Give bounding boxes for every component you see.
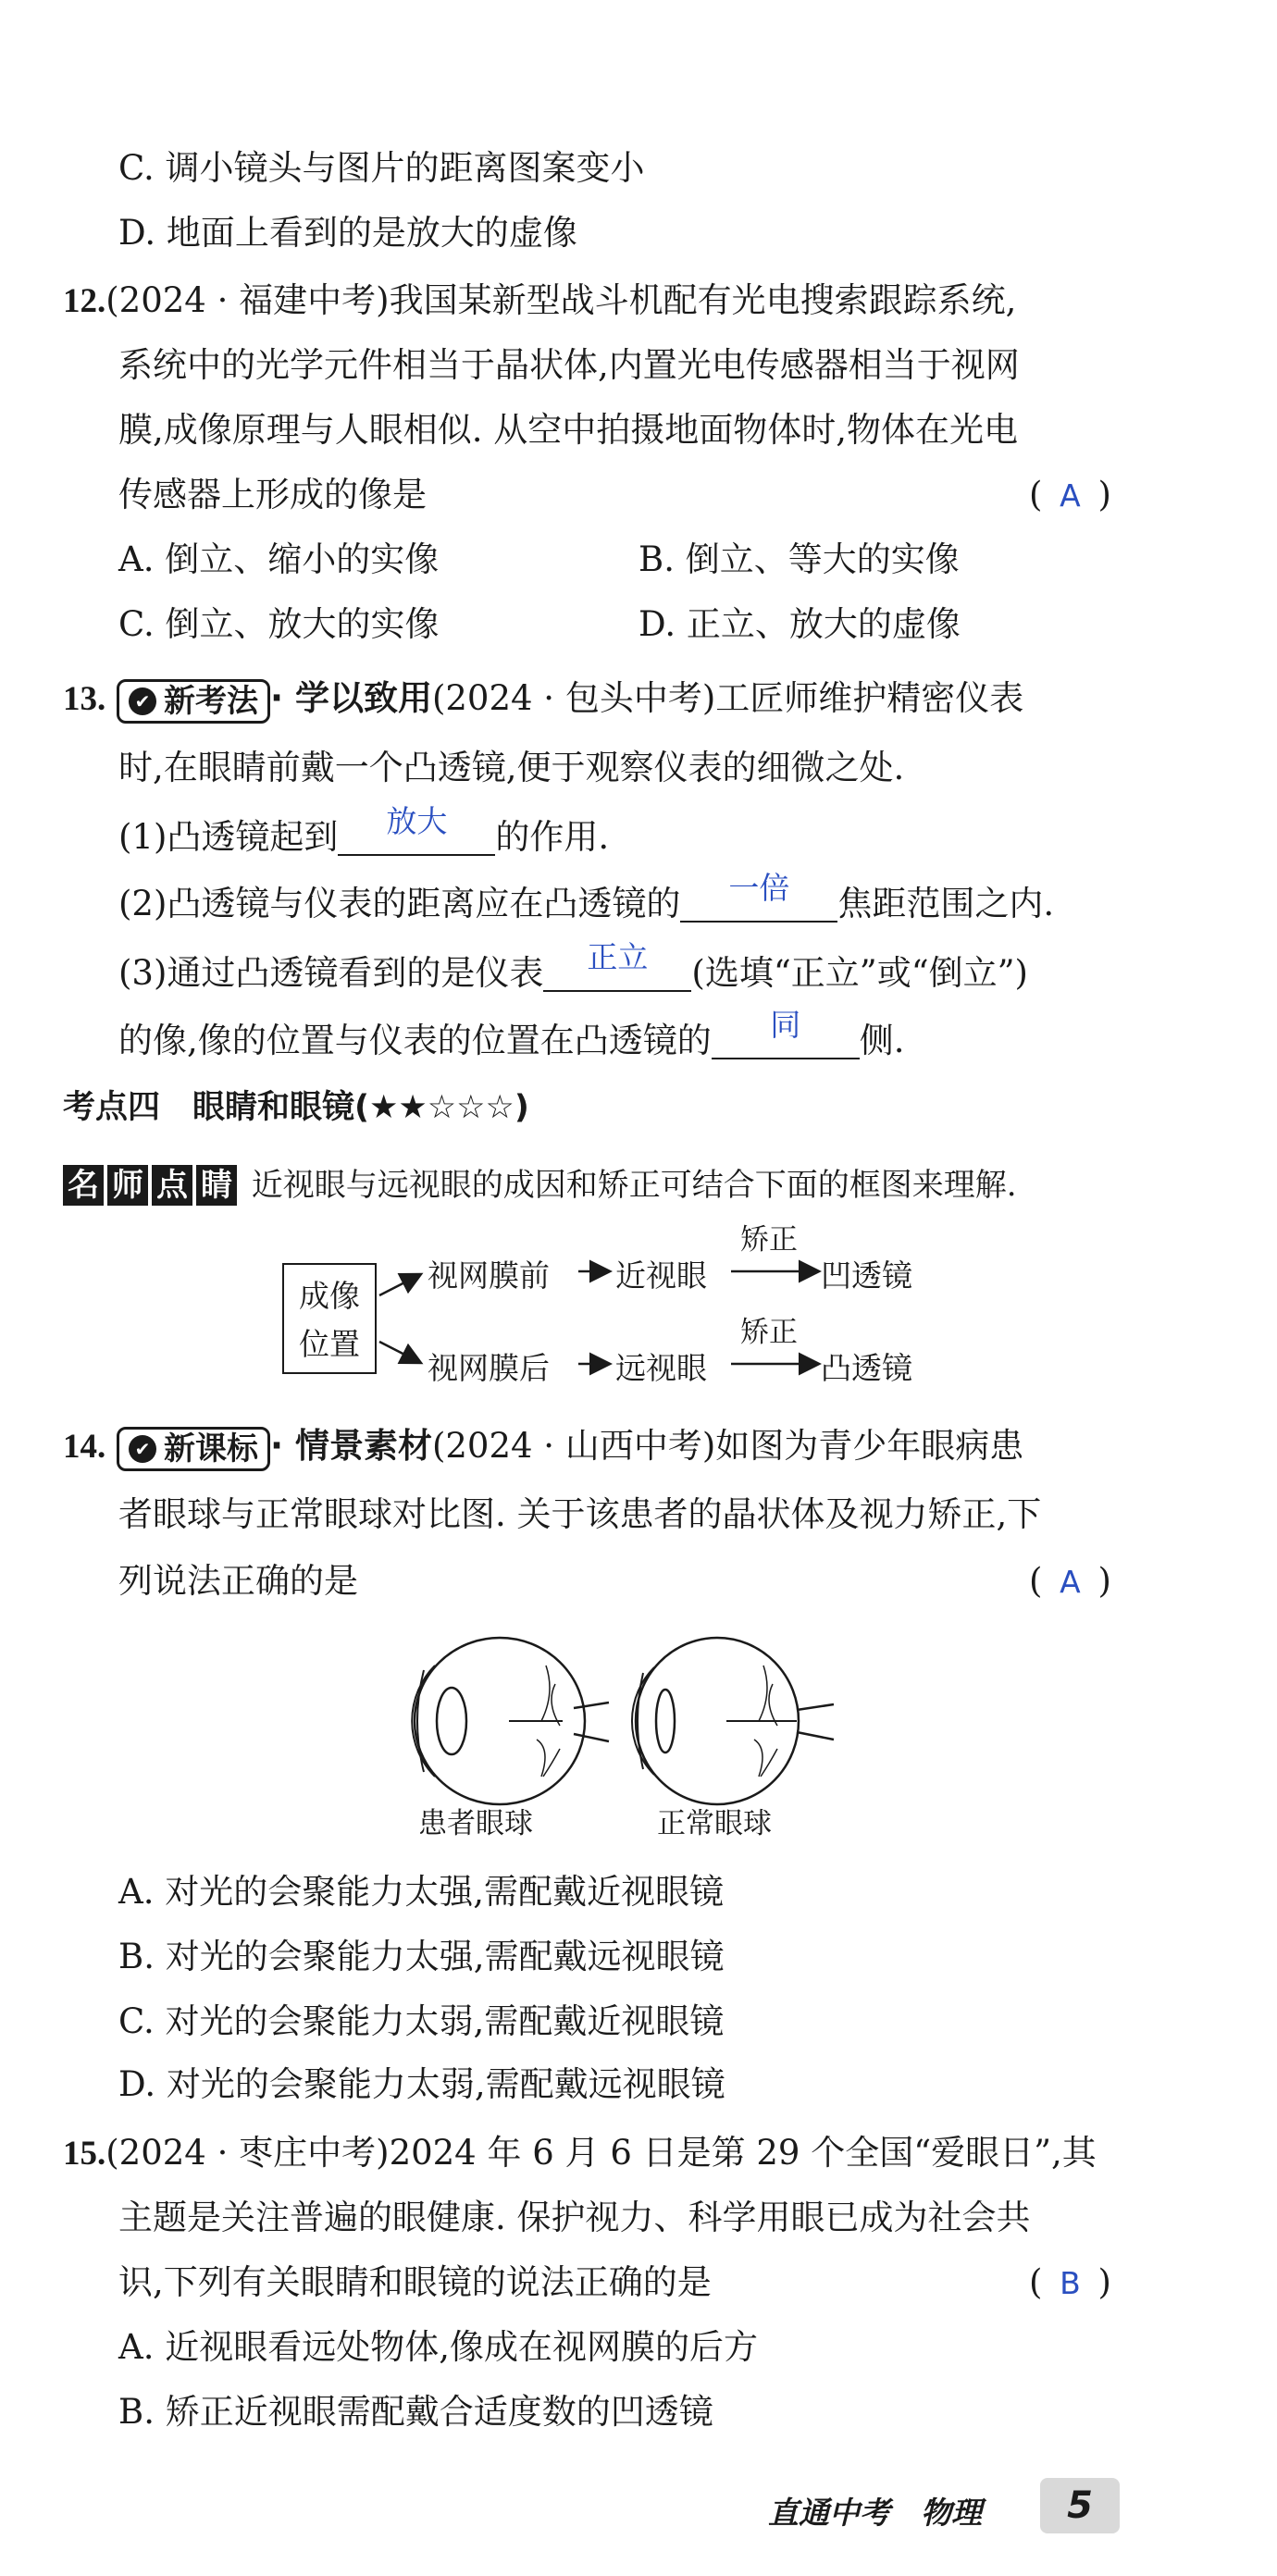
q14-stem-line3: 列说法正确的是 [118, 1561, 358, 1601]
q12-stem-line1 [63, 278, 1016, 325]
q13-p4-pre: 的像,像的位置与仪表的位置在凸透镜的 [118, 1021, 712, 1060]
q12-option-d: D. 正立、放大的虚像 [638, 604, 961, 644]
q13-line1-text: (2024 · 包头中考)工匠师维护精密仪表 [431, 678, 1024, 718]
q13-p1-blank [338, 803, 495, 856]
q12-answer: A [1060, 477, 1081, 514]
q13-p3-blank [543, 939, 691, 992]
footer-title: 直通中考 物理 [768, 2495, 982, 2531]
q14-tag-label: 新课标 [164, 1430, 259, 1468]
q13-part4 [118, 1007, 905, 1064]
tip-char-4: 睛 [196, 1165, 237, 1206]
caption-patient-eyeball: 患者眼球 [418, 1807, 533, 1840]
q14-option-d: D. 对光的会聚能力太弱,需配戴远视眼镜 [118, 2064, 725, 2104]
q13-p4-post: 侧. [859, 1021, 905, 1060]
q15-stem-line2: 主题是关注普遍的眼健康. 保护视力、科学用眼已成为社会共 [118, 2198, 1031, 2237]
tip-char-1: 名 [63, 1165, 104, 1206]
q15-option-b: B. 矫正近视眼需配戴合适度数的凹透镜 [118, 2392, 713, 2432]
q13-p3-pre: (3)通过凸透镜看到的是仪表 [118, 953, 544, 993]
flowchart-box [282, 1263, 377, 1374]
q13-part1 [118, 803, 610, 861]
q13-tag [117, 679, 270, 724]
q12-number: 12. [63, 282, 106, 320]
q13-stem-line2: 时,在眼睛前戴一个凸透镜,便于观察仪表的细微之处. [118, 748, 905, 787]
q13-p1-post: 的作用. [495, 817, 610, 857]
q13-part2 [118, 870, 1055, 927]
q15-answer-bracket: ( B ) [1029, 2260, 1111, 2307]
q14-option-c: C. 对光的会聚能力太弱,需配戴近视眼镜 [118, 2001, 725, 2041]
flow-row2-b: 远视眼 [615, 1350, 707, 1386]
q14-answer: A [1060, 1564, 1081, 1600]
q14-number: 14. [63, 1428, 106, 1466]
q13-p2-blank [680, 870, 837, 923]
q13-p1-answer: 放大 [386, 803, 448, 839]
q13-number: 13. [63, 680, 106, 718]
q13-p3-post: (选填“正立”或“倒立”) [691, 953, 1028, 993]
page-number: 5 [1040, 2478, 1120, 2533]
q15-option-a: A. 近视眼看远处物体,像成在视网膜的后方 [118, 2327, 759, 2367]
q13-tag-sub: · 学以致用 [270, 678, 432, 718]
q13-p2-pre: (2)凸透镜与仪表的距离应在凸透镜的 [118, 884, 681, 923]
q12-stem-line3: 膜,成像原理与人眼相似. 从空中拍摄地面物体时,物体在光电 [118, 410, 1019, 450]
q14-line1-text: (2024 · 山西中考)如图为青少年眼病患 [431, 1426, 1024, 1466]
q15-stem-line3: 识,下列有关眼睛和眼镜的说法正确的是 [118, 2262, 712, 2302]
q12-line1-text: (2024 · 福建中考)我国某新型战斗机配有光电搜索跟踪系统, [105, 280, 1017, 320]
q13-tag-label: 新考法 [164, 682, 259, 720]
q12-stem-line2: 系统中的光学元件相当于晶状体,内置光电传感器相当于视网 [118, 345, 1020, 385]
q13-p4-answer: 同 [770, 1007, 801, 1043]
tip-char-2: 师 [107, 1165, 148, 1206]
q15-line1-text: (2024 · 枣庄中考)2024 年 6 月 6 日是第 29 个全国“爱眼日”,其 [105, 2133, 1097, 2173]
q12-option-c: C. 倒立、放大的实像 [118, 604, 440, 644]
q14-tag-sub: · 情景素材 [270, 1426, 432, 1466]
check-icon: ✔ [129, 1435, 156, 1463]
q14-stem-line2: 者眼球与正常眼球对比图. 关于该患者的晶状体及视力矫正,下 [118, 1494, 1042, 1534]
q12-option-b: B. 倒立、等大的实像 [638, 539, 960, 579]
flowchart-box-line2: 位置 [299, 1326, 360, 1362]
patient-eyeball [412, 1638, 609, 1804]
q11-option-c: C. 调小镜头与图片的距离图案变小 [118, 148, 645, 188]
flow-row2-label: 矫正 [740, 1316, 798, 1349]
flow-row1-a: 视网膜前 [428, 1257, 550, 1294]
q14-answer-bracket: ( A ) [1029, 1558, 1111, 1605]
q14-tag [117, 1427, 270, 1471]
q12-stem-line4: 传感器上形成的像是 [118, 475, 427, 514]
q15-number: 15. [63, 2135, 106, 2173]
q13-p2-post: 焦距范围之内. [837, 884, 1055, 923]
q14-option-a: A. 对光的会聚能力太强,需配戴近视眼镜 [118, 1872, 725, 1912]
tip-line [63, 1161, 1017, 1208]
tip-text: 近视眼与远视眼的成因和矫正可结合下面的框图来理解. [251, 1167, 1017, 1204]
flow-row2-a: 视网膜后 [428, 1350, 550, 1386]
q13-p2-answer: 一倍 [728, 870, 790, 906]
flow-row2-c: 凸透镜 [821, 1350, 912, 1386]
caption-normal-eyeball: 正常眼球 [657, 1807, 772, 1840]
q13-stem-line1 [63, 675, 1023, 724]
q13-p4-blank [712, 1007, 860, 1059]
check-icon: ✔ [129, 687, 156, 715]
q15-stem-line1 [63, 2130, 1097, 2177]
normal-eyeball [632, 1638, 834, 1804]
q13-part3 [118, 939, 1028, 997]
q14-option-b: B. 对光的会聚能力太强,需配戴远视眼镜 [118, 1937, 725, 1976]
flow-row1-b: 近视眼 [615, 1257, 707, 1294]
flow-row1-c: 凹透镜 [821, 1257, 912, 1294]
q13-p1-pre: (1)凸透镜起到 [118, 817, 339, 857]
flow-row1-label: 矫正 [740, 1223, 798, 1257]
q15-answer: B [1060, 2265, 1081, 2301]
flowchart-box-line1: 成像 [299, 1278, 360, 1314]
q12-option-a: A. 倒立、缩小的实像 [118, 539, 440, 579]
section-title: 考点四 眼睛和眼镜(★★☆☆☆) [63, 1089, 529, 1126]
tip-char-3: 点 [152, 1165, 192, 1206]
q12-answer-bracket: ( A ) [1029, 472, 1111, 519]
q11-option-d: D. 地面上看到的是放大的虚像 [118, 213, 577, 253]
q13-p3-answer: 正立 [587, 939, 649, 975]
q14-stem-line1 [63, 1423, 1023, 1471]
